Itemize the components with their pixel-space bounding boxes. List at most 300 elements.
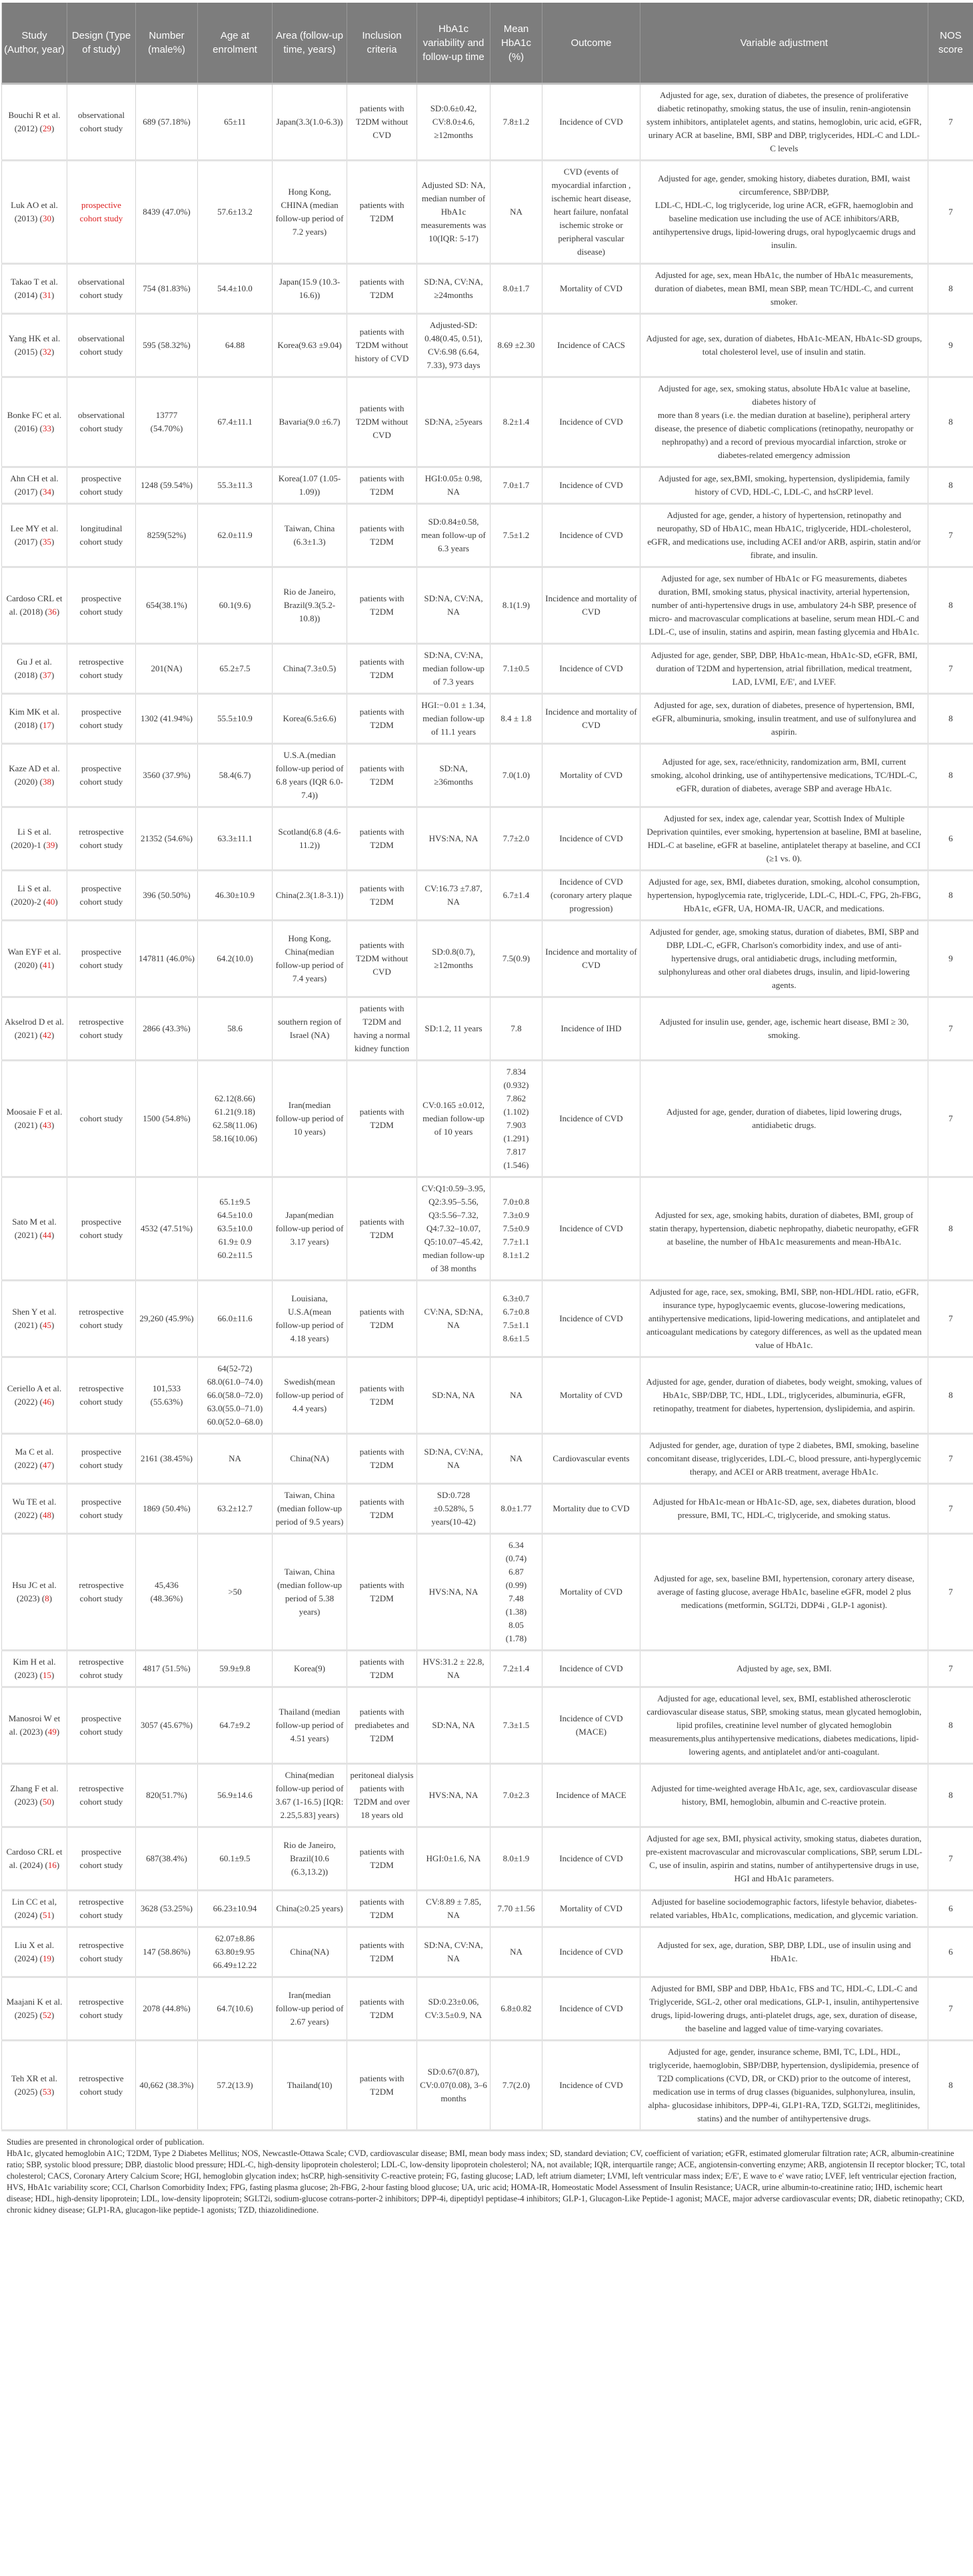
header-design: Design (Type of study) (67, 3, 136, 84)
mean-cell: 7.7±2.0 (490, 807, 542, 871)
study-cell (2, 504, 67, 567)
design-cell: cohort study (67, 1061, 136, 1177)
reference-link[interactable]: 16 (47, 1860, 57, 1870)
reference-link[interactable]: 44 (42, 1230, 51, 1240)
adjustment-cell: Adjusted for age, sex, duration of diabetes, HbA1c-MEAN, HbA1c-SD groups, total cholesterol level, use of insulin and statin. (640, 314, 928, 377)
area-cell: Iran(median follow-up period of 10 years) (273, 1061, 347, 1177)
reference-link[interactable]: 33 (42, 423, 51, 433)
paren: ( (37, 290, 43, 300)
design-cell: retrospective cohrot study (67, 1651, 136, 1687)
paren: ) (51, 720, 55, 730)
paren: ) (51, 2087, 55, 2097)
footnote-abbreviations: HbA1c, glycated hemoglobin A1C; T2DM, Type 2 Diabetes Mellitus; NOS, Newcastle-Ottawa Scale; CVD, cardiovascular disease; BMI, mean body mass index; SD, standard deviation; CV, coefficient of variation; eGFR, estimated glomerular filtration rate; ACR, albumin-creatinine ratio; SBP, systolic blood pressure; DBP, diastolic blood pressure; HDL-C, high-density lipoprotein cholesterol; LDL-C, low-density lipoprotein cholesterol; NA, not available; IQR, interquartile range; ACE, angiotensin-converting enzyme; ARB, angiotensin II receptor blocker; TC, total cholesterol; CACS, Coronary Artery Calcium Score; HGI, hemoglobin glycation index; hsCRP, high-sensitivity C-reactive protein; FG, fasting glucose; LAD, left atrium diameter; LVMI, left ventricular mass index; E/E', E wave to e' wave ratio; LVEF, left ventricular ejection fraction, HVS, HbA1c variability score; CCI, Charlson Comorbidity Index; FPG, fasting plasma glucose; 2h-FBG, 2-hour fasting blood glucose; UA, uric acid; HOMA-IR, Homeostatic Model Assessment of Insulin Resistance; UACR, urine albumin-to-creatinine ratio; IHD, ischemic heart disease; HDL, high-density lipoprotein; LDL, low-density lipoprotein; SGLT2i, sodium-glucose cotrans-porter-2 inhibitors; DPP-4i, dipeptidyl peptidase-4 inhibitors; GLP-1, Glucagon-Like Peptide-1 agonist; MACE, major adverse cardiovascular events; DR, diabetic retinopathy; CKD, chronic kidney disease; GLP1-RA, glucagon-like peptide-1 agonists; TZD, thiazolidinedione. (7, 2149, 966, 2215)
number-cell: 595 (58.32%) (136, 314, 198, 377)
area-cell: Japan(median follow-up period of 3.17 years) (273, 1177, 347, 1281)
paren: ( (37, 1230, 43, 1240)
study-author-year: Bonke FC et al. (2016) (7, 410, 62, 433)
nos-cell: 8 (928, 1357, 973, 1434)
design-cell: observational cohort study (67, 264, 136, 314)
age-cell: 64.7±9.2 (198, 1687, 273, 1764)
study-cell (2, 694, 67, 744)
mean-cell: 7.7(2.0) (490, 2041, 542, 2131)
study-author-year: Luk AO et al. (2013) (11, 200, 58, 223)
nos-cell: 7 (928, 1827, 973, 1891)
adjustment-cell: Adjusted for age, gender, duration of diabetes, lipid lowering drugs, antidiabetic drugs. (640, 1061, 928, 1177)
table-row (2, 1977, 973, 2041)
design-cell: prospective cohort study (67, 1484, 136, 1534)
reference-link[interactable]: 50 (42, 1797, 51, 1807)
area-cell: Korea(9) (273, 1651, 347, 1687)
table-footnote (1, 2131, 972, 2220)
design-cell: retrospective cohort study (67, 997, 136, 1061)
age-cell: 58.6 (198, 997, 273, 1061)
reference-link[interactable]: 8 (45, 1593, 49, 1603)
table-row (2, 504, 973, 567)
design-cell: retrospective cohort study (67, 1357, 136, 1434)
study-cell (2, 2041, 67, 2131)
number-cell: 689 (57.18%) (136, 84, 198, 161)
number-cell: 2078 (44.8%) (136, 1977, 198, 2041)
design-cell: prospective cohort study (67, 467, 136, 504)
study-author-year: Manosroi W et al. (2023) (8, 1713, 61, 1737)
nos-cell: 6 (928, 807, 973, 871)
age-cell: 55.3±11.3 (198, 467, 273, 504)
reference-link[interactable]: 19 (42, 1953, 51, 1963)
header-variability: HbA1c variability and follow-up time (417, 3, 490, 84)
number-cell: 201(NA) (136, 644, 198, 694)
outcome-cell: Incidence and mortality of CVD (542, 567, 640, 644)
study-author-year: Gu J et al. (2018) (14, 657, 52, 680)
inclusion-cell: patients with T2DM without CVD (347, 84, 417, 161)
number-cell: 29,260 (45.9%) (136, 1281, 198, 1357)
reference-link[interactable]: 34 (42, 487, 51, 497)
variability-cell: SD:0.8(0.7), ≥12months (417, 921, 490, 997)
study-cell (2, 921, 67, 997)
study-cell (2, 744, 67, 807)
variability-cell: HVS:NA, NA (417, 1764, 490, 1827)
table-row (2, 1827, 973, 1891)
nos-cell: 8 (928, 871, 973, 921)
variability-cell: SD:0.6±0.42, CV:8.0±4.6, ≥12months (417, 84, 490, 161)
nos-cell: 8 (928, 1687, 973, 1764)
inclusion-cell: patients with T2DM (347, 1281, 417, 1357)
reference-link[interactable]: 48 (42, 1510, 51, 1520)
age-cell: 64.2(10.0) (198, 921, 273, 997)
study-cell (2, 84, 67, 161)
paren: ) (51, 423, 55, 433)
study-cell (2, 807, 67, 871)
study-cell (2, 1687, 67, 1764)
inclusion-cell: patients with T2DM without history of CVD (347, 314, 417, 377)
header-outcome: Outcome (542, 3, 640, 84)
age-cell: 56.9±14.6 (198, 1764, 273, 1827)
study-author-year: Zhang F et al. (2023) (10, 1783, 59, 1807)
adjustment-cell: Adjusted for age, gender, duration of diabetes, body weight, smoking, values of HbA1c, SBP/DBP, TC, HDL, LDL, triglycerides, albuminuria, eGFR, retinopathy, treatment for diabetes, hypertension, dyslipidemia, and aspirin. (640, 1357, 928, 1434)
table-row (2, 1891, 973, 1927)
paren: ( (37, 423, 43, 433)
outcome-cell: Incidence of CVD (542, 504, 640, 567)
adjustment-cell: Adjusted for age, sex, race/ethnicity, randomization arm, BMI, current smoking, alcohol drinking, use of antihypertensive medications, TC/HDL-C, eGFR, duration of diabetes, average SBP and average HbA1c. (640, 744, 928, 807)
inclusion-cell: patients with T2DM (347, 1177, 417, 1281)
paren: ) (56, 1860, 60, 1870)
nos-cell: 8 (928, 744, 973, 807)
study-characteristics-table (1, 3, 973, 2131)
adjustment-cell: Adjusted for age, sex, mean HbA1c, the number of HbA1c measurements, duration of diabetes, mean BMI, mean SBP, mean TC/HDL-C, and current smoker. (640, 264, 928, 314)
paren: ) (51, 123, 55, 133)
area-cell: Korea(6.5±6.6) (273, 694, 347, 744)
reference-link[interactable]: 31 (42, 290, 51, 300)
reference-link[interactable]: 52 (42, 2010, 51, 2020)
mean-cell: 6.3±0.7 6.7±0.8 7.5±1.1 8.6±1.5 (490, 1281, 542, 1357)
variability-cell: SD:NA, CV:NA, median follow-up of 7.3 years (417, 644, 490, 694)
area-cell: China(2.3(1.8-3.1)) (273, 871, 347, 921)
outcome-cell: Incidence of CVD (542, 1061, 640, 1177)
study-author-year: Moosaie F et al. (2021) (6, 1107, 63, 1130)
paren: ( (43, 1727, 48, 1737)
inclusion-cell: patients with T2DM (347, 2041, 417, 2131)
inclusion-cell: patients with T2DM (347, 1434, 417, 1484)
adjustment-cell: Adjusted for time-weighted average HbA1c, age, sex, cardiovascular disease history, BMI, hemoglobin, albumin and C-reactive protein. (640, 1764, 928, 1827)
variability-cell: HGI:0.05± 0.98, NA (417, 467, 490, 504)
outcome-cell: Incidence of CVD (542, 807, 640, 871)
area-cell: Thailand (median follow-up period of 4.51 years) (273, 1687, 347, 1764)
paren: ) (51, 347, 55, 357)
inclusion-cell: patients with T2DM and having a normal kidney function (347, 997, 417, 1061)
reference-link[interactable]: 29 (42, 123, 51, 133)
outcome-cell: CVD (events of myocardial infarction , ischemic heart disease, heart failure, nonfatal ischemic stroke or peripheral vascular disease) (542, 161, 640, 264)
outcome-cell: Incidence of CVD (542, 1651, 640, 1687)
paren: ) (51, 960, 55, 970)
age-cell: 64(52-72) 68.0(61.0–74.0) 66.0(58.0–72.0) 63.0(55.0–71.0) 60.0(52.0–68.0) (198, 1357, 273, 1434)
adjustment-cell: Adjusted for sex, age, smoking habits, duration of diabetes, BMI, group of statin therapy, hypertension, diabetic nephropathy, diabetic neuropathy, eGFR at baseline, the number of HbA1c measurements and mean-HbA1c. (640, 1177, 928, 1281)
number-cell: 147811 (46.0%) (136, 921, 198, 997)
mean-cell: 8.4 ± 1.8 (490, 694, 542, 744)
paren: ( (37, 1953, 43, 1963)
age-cell: 63.2±12.7 (198, 1484, 273, 1534)
table-row (2, 744, 973, 807)
adjustment-cell: Adjusted for age, sex,BMI, smoking, hypertension, dyslipidemia, family history of CVD, HDL-C, LDL-C, and hsCRP level. (640, 467, 928, 504)
mean-cell: 8.0±1.77 (490, 1484, 542, 1534)
variability-cell: SD:0.728 ±0.528%, 5 years(10-42) (417, 1484, 490, 1534)
age-cell: 46.30±10.9 (198, 871, 273, 921)
header-nos-score: NOS score (928, 3, 973, 84)
variability-cell: SD:NA, NA (417, 1687, 490, 1764)
outcome-cell: Mortality of CVD (542, 1357, 640, 1434)
paren: ( (37, 720, 43, 730)
area-cell: Taiwan, China (median follow-up period of 5.38 years) (273, 1534, 347, 1651)
table-row (2, 1484, 973, 1534)
mean-cell: 8.0±1.9 (490, 1827, 542, 1891)
table-row (2, 161, 973, 264)
reference-link[interactable]: 17 (42, 720, 51, 730)
number-cell: 4817 (51.5%) (136, 1651, 198, 1687)
area-cell: Scotland(6.8 (4.6-11.2)) (273, 807, 347, 871)
adjustment-cell: Adjusted for BMI, SBP and DBP, HbA1c, FBS and TC, HDL-C, LDL-C and Triglyceride, SGL-2, other oral medications, GLP-1, insulin, antihypertensive drugs, lipid-lowering drugs, anti-platelet drugs, age, sex, duration of disease, the baseline and lagged value of time-varying covariates. (640, 1977, 928, 2041)
reference-link[interactable]: 42 (42, 1030, 51, 1040)
table-row (2, 644, 973, 694)
adjustment-cell: Adjusted for gender, age, duration of type 2 diabetes, BMI, smoking, baseline concomitant disease, triglycerides, LDL-C, blood pressure, anti-hyperglycemic therapy, and ACEI or ARB treatment, average HbA1c. (640, 1434, 928, 1484)
paren: ) (51, 213, 55, 223)
outcome-cell: Incidence of MACE (542, 1764, 640, 1827)
paren: ) (55, 840, 58, 850)
nos-cell: 6 (928, 1927, 973, 1977)
reference-link[interactable]: 45 (42, 1320, 51, 1330)
paren: ) (51, 1953, 55, 1963)
paren: ( (37, 487, 43, 497)
header-age: Age at enrolment (198, 3, 273, 84)
area-cell: Hong Kong, China(median follow-up period of 7.4 years) (273, 921, 347, 997)
number-cell: 1869 (50.4%) (136, 1484, 198, 1534)
design-cell: retrospective cohort study (67, 1281, 136, 1357)
paren: ) (51, 670, 55, 680)
variability-cell: SD:NA, CV:NA, NA (417, 1927, 490, 1977)
reference-link[interactable]: 49 (47, 1727, 57, 1737)
nos-cell: 8 (928, 1764, 973, 1827)
paren: ) (51, 1030, 55, 1040)
age-cell: NA (198, 1434, 273, 1484)
outcome-cell: Incidence of CVD (542, 377, 640, 467)
adjustment-cell: Adjusted for age, gender, smoking history, diabetes duration, BMI, waist circumference, SBP/DBP, LDL-C, HDL-C, log triglyceride, log urine ACR, eGFR, haemoglobin and baseline medication use including the use of ACE inhibitors/ARB, antihypertensive drugs, lipid-lowering drugs, oral hypoglycaemic drugs and insulin. (640, 161, 928, 264)
paren: ) (56, 607, 60, 617)
variability-cell: SD:NA, ≥36months (417, 744, 490, 807)
reference-link[interactable]: 53 (42, 2087, 51, 2097)
inclusion-cell: patients with T2DM (347, 1534, 417, 1651)
number-cell: 40,662 (38.3%) (136, 2041, 198, 2131)
age-cell: 57.6±13.2 (198, 161, 273, 264)
outcome-cell: Mortality due to CVD (542, 1484, 640, 1534)
number-cell: 45,436 (48.36%) (136, 1534, 198, 1651)
mean-cell: 8.2±1.4 (490, 377, 542, 467)
age-cell: 65.1±9.5 64.5±10.0 63.5±10.0 61.9± 0.9 60.2±11.5 (198, 1177, 273, 1281)
age-cell: 57.2(13.9) (198, 2041, 273, 2131)
paren: ( (39, 1593, 45, 1603)
design-cell: retrospective cohort study (67, 1891, 136, 1927)
header-inclusion: Inclusion criteria (347, 3, 417, 84)
reference-link[interactable]: 37 (42, 670, 51, 680)
area-cell: Korea(9.63 ±9.04) (273, 314, 347, 377)
reference-link[interactable]: 32 (42, 347, 51, 357)
nos-cell: 7 (928, 1281, 973, 1357)
outcome-cell: Incidence and mortality of CVD (542, 921, 640, 997)
reference-link[interactable]: 43 (42, 1120, 51, 1130)
inclusion-cell: patients with prediabetes and T2DM (347, 1687, 417, 1764)
adjustment-cell: Adjusted for age, educational level, sex, BMI, established atherosclerotic cardiovascular disease status, SBP, smoking status, mean glycated hemoglobin, lipid profiles, creatinine level number of glycated hemoglobin measurements,plus antihypertensive medications, diabetes medications, lipid-lowering agents, and antiplatelet and/or anti-coagulant. (640, 1687, 928, 1764)
age-cell: 62.12(8.66) 61.21(9.18) 62.58(11.06) 58.16(10.06) (198, 1061, 273, 1177)
number-cell: 3057 (45.67%) (136, 1687, 198, 1764)
area-cell: Rio de Janeiro, Brazil(9.3(5.2-10.8)) (273, 567, 347, 644)
age-cell: 66.0±11.6 (198, 1281, 273, 1357)
paren: ( (37, 1397, 43, 1407)
design-cell[interactable]: prospective cohort study (67, 161, 136, 264)
study-author-year: Wan EYF et al. (2020) (7, 947, 61, 970)
variability-cell: CV:8.89 ± 7.85, NA (417, 1891, 490, 1927)
paren: ( (37, 2010, 43, 2020)
adjustment-cell: Adjusted for age, race, sex, smoking, BMI, SBP, non-HDL/HDL ratio, eGFR, insurance type, hypoglycaemic events, glucose-lowering medications, antihypertensive medications, lipid-lowering medications, and antiplatelet and anticoagulant medications by category differences, as well as the updated mean value of HbA1c. (640, 1281, 928, 1357)
paren: ) (51, 1230, 55, 1240)
nos-cell: 9 (928, 314, 973, 377)
design-cell: longitudinal cohort study (67, 504, 136, 567)
table-header-row (2, 3, 973, 84)
mean-cell: 7.8 (490, 997, 542, 1061)
table-row (2, 1177, 973, 1281)
study-cell (2, 1484, 67, 1534)
outcome-cell: Mortality of CVD (542, 1534, 640, 1651)
paren: ) (51, 1910, 55, 1920)
nos-cell: 8 (928, 377, 973, 467)
paren: ) (51, 1397, 55, 1407)
age-cell: 65±11 (198, 84, 273, 161)
number-cell: 1302 (41.94%) (136, 694, 198, 744)
reference-link[interactable]: 38 (42, 777, 51, 787)
study-author-year: Yang HK et al. (2015) (8, 333, 61, 357)
nos-cell: 7 (928, 1977, 973, 2041)
inclusion-cell: patients with T2DM (347, 1891, 417, 1927)
adjustment-cell: Adjusted for baseline sociodemographic factors, lifestyle behavior, diabetes-related variables, HbA1c, complications, medication, and glycemic variation. (640, 1891, 928, 1927)
adjustment-cell: Adjusted for age, gender, a history of hypertension, retinopathy and neuropathy, SD of HbA1C, mean HbA1C, triglyceride, HDL-cholesterol, eGFR, and medications use, including ACEI and/or ARB, aspirin, statin and/or fibrate, and insulin. (640, 504, 928, 567)
inclusion-cell: patients with T2DM without CVD (347, 377, 417, 467)
paren: ( (37, 1320, 43, 1330)
study-cell (2, 1764, 67, 1827)
inclusion-cell: patients with T2DM (347, 644, 417, 694)
study-cell (2, 567, 67, 644)
table-row (2, 567, 973, 644)
paren: ) (51, 1320, 55, 1330)
design-cell: retrospective cohort study (67, 1927, 136, 1977)
nos-cell: 8 (928, 567, 973, 644)
table-row (2, 377, 973, 467)
mean-cell: 7.0±2.3 (490, 1764, 542, 1827)
reference-link[interactable]: 40 (46, 897, 55, 907)
reference-link[interactable]: 46 (42, 1397, 51, 1407)
number-cell: 396 (50.50%) (136, 871, 198, 921)
study-author-year: Lin CC et al,(2024) (11, 1897, 57, 1920)
area-cell: Korea(1.07 (1.05-1.09)) (273, 467, 347, 504)
area-cell: Rio de Janeiro, Brazil(10.6 (6.3,13.2)) (273, 1827, 347, 1891)
adjustment-cell: Adjusted for insulin use, gender, age, ischemic heart disease, BMI ≥ 30, smoking. (640, 997, 928, 1061)
age-cell: 60.1(9.6) (198, 567, 273, 644)
mean-cell: NA (490, 161, 542, 264)
table-row (2, 694, 973, 744)
study-cell (2, 1977, 67, 2041)
table-row (2, 871, 973, 921)
table-row (2, 314, 973, 377)
study-author-year: Li S et al. (2020)-1 (11, 827, 51, 850)
paren: ) (51, 1670, 55, 1680)
reference-link[interactable]: 39 (46, 840, 55, 850)
number-cell: 820(51.7%) (136, 1764, 198, 1827)
area-cell: Bavaria(9.0 ±6.7) (273, 377, 347, 467)
design-cell: prospective cohort study (67, 694, 136, 744)
mean-cell: 6.7±1.4 (490, 871, 542, 921)
age-cell: 64.7(10.6) (198, 1977, 273, 2041)
table-row (2, 1651, 973, 1687)
inclusion-cell: patients with T2DM (347, 1357, 417, 1434)
inclusion-cell: patients with T2DM (347, 1061, 417, 1177)
design-cell: retrospective cohort study (67, 1534, 136, 1651)
study-author-year: Sato M et al. (2021) (12, 1217, 57, 1240)
paren: ( (41, 840, 47, 850)
study-cell (2, 467, 67, 504)
number-cell: 687(38.4%) (136, 1827, 198, 1891)
reference-link[interactable]: 47 (42, 1460, 51, 1470)
study-cell (2, 644, 67, 694)
nos-cell: 8 (928, 264, 973, 314)
outcome-cell: Incidence of CVD (542, 1927, 640, 1977)
study-author-year: Ahn CH et al. (2017) (10, 473, 59, 497)
area-cell: Thailand(10) (273, 2041, 347, 2131)
design-cell: retrospective cohort study (67, 1977, 136, 2041)
study-cell (2, 1534, 67, 1651)
number-cell: 2161 (38.45%) (136, 1434, 198, 1484)
study-cell (2, 264, 67, 314)
design-cell: retrospective cohort study (67, 2041, 136, 2131)
design-cell: retrospective cohort study (67, 1764, 136, 1827)
study-author-year: Wu TE et al. (2022) (12, 1497, 57, 1520)
paren: ( (37, 1910, 43, 1920)
study-cell (2, 1434, 67, 1484)
reference-link[interactable]: 51 (42, 1910, 51, 1920)
paren: ( (37, 537, 43, 547)
paren: ( (37, 1670, 43, 1680)
number-cell: 101,533 (55.63%) (136, 1357, 198, 1434)
reference-link[interactable]: 35 (42, 537, 51, 547)
table-row (2, 2041, 973, 2131)
reference-link[interactable]: 41 (42, 960, 51, 970)
study-cell (2, 997, 67, 1061)
reference-link[interactable]: 15 (42, 1670, 51, 1680)
area-cell: Japan(3.3(1.0-6.3)) (273, 84, 347, 161)
area-cell: Louisiana, U.S.A(mean follow-up period of 4.18 years) (273, 1281, 347, 1357)
study-cell (2, 1927, 67, 1977)
area-cell: China(7.3±0.5) (273, 644, 347, 694)
adjustment-cell: Adjusted for HbA1c-mean or HbA1c-SD, age, sex, diabetes duration, blood pressure, BMI, TC, HDL-C, triglyceride, and smoking status. (640, 1484, 928, 1534)
inclusion-cell: patients with T2DM (347, 1651, 417, 1687)
inclusion-cell: patients with T2DM (347, 807, 417, 871)
study-author-year: Maajani K et al. (2025) (6, 1997, 63, 2020)
inclusion-cell: peritoneal dialysis patients with T2DM and over 18 years old (347, 1764, 417, 1827)
paren: ) (56, 1727, 60, 1737)
header-study: Study (Author, year) (2, 3, 67, 84)
reference-link[interactable]: 30 (42, 213, 51, 223)
age-cell: 54.4±10.0 (198, 264, 273, 314)
age-cell: 59.9±9.8 (198, 1651, 273, 1687)
number-cell: 8439 (47.0%) (136, 161, 198, 264)
paren: ( (41, 897, 47, 907)
study-cell (2, 1827, 67, 1891)
reference-link[interactable]: 36 (47, 607, 57, 617)
table-row (2, 1281, 973, 1357)
age-cell: >50 (198, 1534, 273, 1651)
number-cell: 3560 (37.9%) (136, 744, 198, 807)
study-author-year: Ceriello A et al. (2022) (7, 1383, 62, 1407)
study-author-year: Cardoso CRL et al. (2024) (6, 1847, 63, 1870)
number-cell: 147 (58.86%) (136, 1927, 198, 1977)
paren: ) (51, 1797, 55, 1807)
nos-cell: 8 (928, 2041, 973, 2131)
study-author-year: Akselrod D et al. (2021) (5, 1017, 64, 1040)
footnote-order-note: Studies are presented in chronological order of publication. (7, 2137, 205, 2147)
age-cell: 55.5±10.9 (198, 694, 273, 744)
area-cell: China(NA) (273, 1434, 347, 1484)
study-author-year: Teh XR et al. (2025) (11, 2073, 58, 2097)
study-author-year: Ma C et al. (2022) (14, 1447, 54, 1470)
variability-cell: SD:0.84±0.58, mean follow-up of 6.3 years (417, 504, 490, 567)
paren: ) (55, 897, 58, 907)
area-cell: U.S.A.(median follow-up period of 6.8 years (IQR 6.0-7.4)) (273, 744, 347, 807)
paren: ) (51, 777, 55, 787)
study-cell (2, 1357, 67, 1434)
paren: ( (37, 1120, 43, 1130)
